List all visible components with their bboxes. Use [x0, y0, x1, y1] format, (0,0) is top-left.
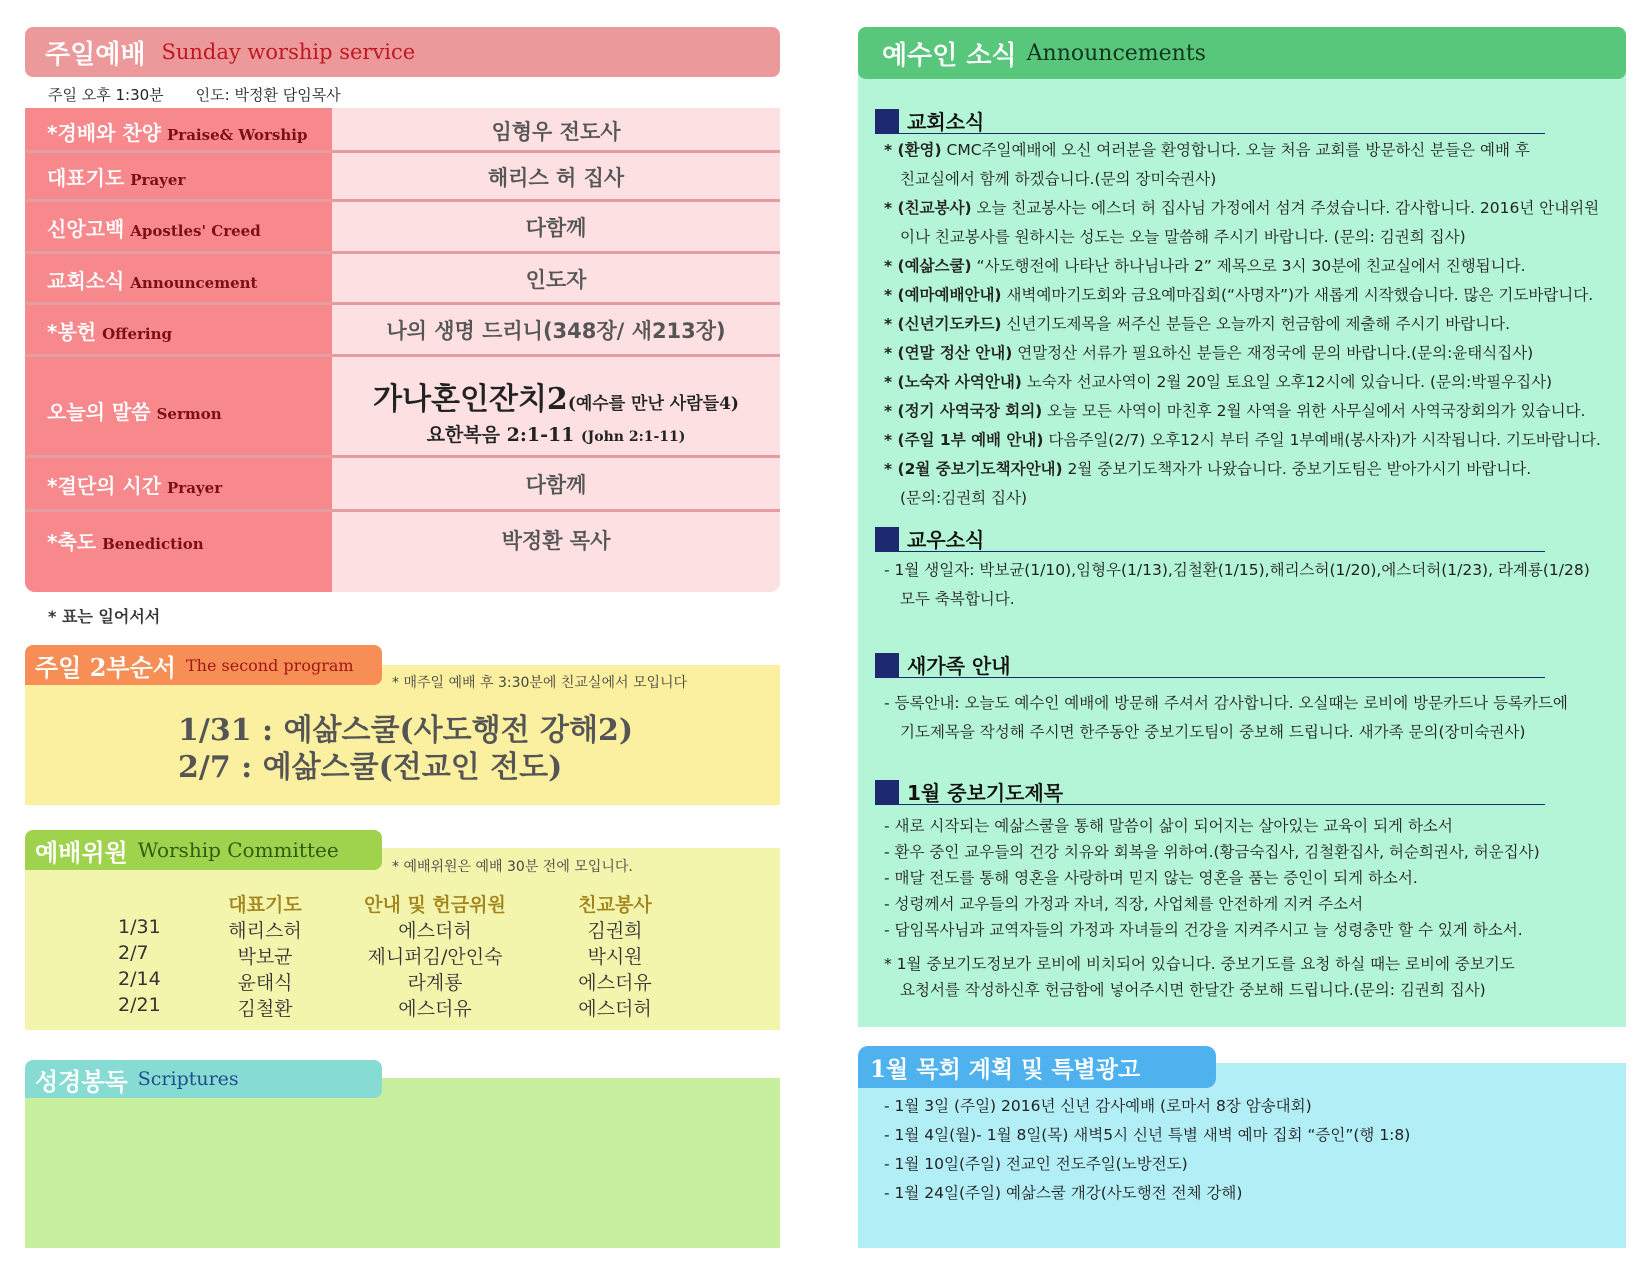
order-label: 오늘의 말씀: [47, 399, 151, 424]
order-value: 인도자: [525, 268, 587, 292]
new-family-body: [884, 689, 1624, 747]
news-text: 오늘 모든 사역이 마친후 2월 사역을 위한 사무실에서 사역국장회의가 있습니다.: [1042, 402, 1586, 420]
second-program-header: [25, 645, 382, 685]
prayer-topics-header: [875, 779, 1545, 805]
news-tag: * (예마예배안내): [884, 286, 1002, 304]
sermon-verse-line: [332, 420, 780, 447]
order-row-sermon: [25, 357, 780, 463]
order-label-en: Announcement: [130, 273, 258, 292]
prayer-topics-list: [884, 813, 1624, 1003]
plan-item: - 1월 4일(월)- 1월 8일(목) 새벽5시 신년 특별 새벽 예마 집회 “증인”(행 1:8): [884, 1126, 1411, 1144]
announcements-header: [858, 27, 1626, 79]
order-row-announcement: [25, 254, 780, 304]
plan-header: [858, 1046, 1216, 1088]
scripture-title-en: Scriptures: [137, 1068, 239, 1090]
order-label-en: Prayer: [130, 171, 186, 189]
news-item: [884, 136, 1624, 165]
news-item: [884, 339, 1624, 368]
committee-title-en: Worship Committee: [137, 838, 339, 862]
order-label: *봉헌: [47, 319, 97, 344]
news-tag: * (연말 정산 안내): [884, 344, 1013, 362]
news-cont: 친교실에서 함께 하겠습니다.(문의 장미숙권사): [900, 170, 1217, 188]
new-family-header: [875, 652, 1545, 678]
news-text: CMC주일예배에 오신 여러분을 환영합니다. 오늘 처음 교회를 방문하신 분들은 예배 후: [941, 141, 1530, 159]
section-square-icon: [875, 527, 899, 551]
order-label: 대표기도: [47, 166, 125, 190]
order-label-en: Apostles' Creed: [130, 221, 261, 240]
new-family-line: 기도제목을 작성해 주시면 한주동안 중보기도팀이 중보해 드립니다. 새가족 문의(장미숙권사): [900, 723, 1526, 741]
section-square-icon: [875, 109, 899, 133]
committee-date: 1/31: [118, 916, 161, 938]
order-row-praise: [25, 108, 780, 154]
order-label-en: Praise& Worship: [167, 125, 308, 144]
second-program-title-en: The second program: [185, 655, 354, 675]
new-family-line: - 등록안내: 오늘도 예수인 예배에 방문해 주셔서 감사합니다. 오실때는 로비에 방문카드나 등록카드에: [884, 694, 1568, 712]
order-row-offering: [25, 305, 780, 355]
news-item: [884, 281, 1624, 310]
prayer-topic-item: - 매달 전도를 통해 영혼을 사랑하며 믿지 않는 영혼을 품는 증인이 되게 하소서.: [884, 869, 1418, 887]
sermon-verse: 요한복음 2:1-11: [426, 423, 575, 446]
news-tag: * (노숙자 사역안내): [884, 373, 1022, 391]
member-news-header: [875, 526, 1545, 552]
news-text: 노숙자 선교사역이 2월 20일 토요일 오후12시에 있습니다. (문의:박필우집사): [1021, 373, 1553, 391]
order-value: 나의 생명 드리니(348장/ 새213장): [386, 319, 726, 343]
committee-usher: 제니퍼김/안인숙: [367, 946, 503, 968]
plan-item: - 1월 24일(주일) 예삶스쿨 개강(사도행전 전체 강해): [884, 1184, 1243, 1202]
committee-fellowship: 김권희: [587, 920, 643, 942]
order-row-decision: [25, 458, 780, 510]
order-row-benediction: [25, 512, 780, 568]
order-label-en: Benediction: [102, 534, 204, 553]
section-square-icon: [875, 653, 899, 677]
news-cont: (문의:김권희 집사): [900, 489, 1028, 507]
news-item: [884, 397, 1624, 426]
order-value: 해리스 허 집사: [487, 165, 625, 190]
committee-fellowship: 박시원: [587, 946, 643, 968]
sermon-block: [332, 374, 780, 447]
worship-title-ko: 주일예배: [45, 39, 146, 70]
order-label: *결단의 시간: [47, 473, 162, 498]
plan-list: [884, 1092, 1624, 1208]
prayer-topic-note: 요청서를 작성하신후 헌금함에 넣어주시면 한달간 중보해 드립니다.(문의: 김권희 집사): [900, 981, 1486, 999]
order-row-creed: [25, 202, 780, 252]
news-text: 2월 중보기도책자가 나왔습니다. 중보기도팀은 받아가시기 바랍니다.: [1062, 460, 1532, 478]
second-program-title-ko: 주일 2부순서: [35, 652, 176, 682]
announcements-title-en: Announcements: [1026, 40, 1206, 66]
order-label: *축도: [47, 529, 97, 554]
second-program-note: * 매주일 예배 후 3:30분에 친교실에서 모입니다: [392, 675, 688, 691]
order-value: 박정환 목사: [501, 529, 611, 553]
committee-date: 2/14: [118, 968, 161, 990]
order-row-prayer: [25, 153, 780, 200]
committee-prayer: 김철환: [237, 998, 293, 1020]
section-square-icon: [875, 780, 899, 804]
news-tag: * (환영): [884, 141, 942, 159]
second-program-line: 1/31 : 예삶스쿨(사도행전 강해2): [178, 713, 634, 748]
worship-time-line: [48, 84, 341, 105]
news-text: 신년기도제목을 써주신 분들은 오늘까지 헌금함에 제출해 주시기 바랍니다.: [1001, 315, 1511, 333]
plan-title: 1월 목회 계획 및 특별광고: [870, 1055, 1141, 1083]
member-news-body: [884, 556, 1624, 614]
news-cont: 이나 친교봉사를 원하시는 성도는 오늘 말씀해 주시기 바랍니다. (문의: 김권희 집사): [900, 228, 1466, 246]
order-value: 다함께: [525, 216, 587, 240]
church-news-list: [884, 136, 1624, 513]
worship-leader: 인도: 박정환 담임목사: [195, 86, 341, 104]
news-item: [884, 194, 1624, 223]
news-tag: * (정기 사역국장 회의): [884, 402, 1043, 420]
news-text: 새벽예마기도회와 금요예마집회(“사명자”)가 새롭게 시작했습니다. 많은 기도바랍니다.: [1001, 286, 1594, 304]
plan-item: - 1월 10일(주일) 전교인 전도주일(노방전도): [884, 1155, 1188, 1173]
news-item: [884, 455, 1624, 484]
news-item: [884, 252, 1624, 281]
order-value: 임형우 전도사: [491, 120, 621, 144]
plan-item: - 1월 3일 (주일) 2016년 신년 감사예배 (로마서 8장 암송대회): [884, 1097, 1312, 1115]
scripture-title-ko: 성경봉독: [35, 1067, 128, 1096]
order-label-en: Offering: [102, 324, 173, 343]
news-item: [884, 368, 1624, 397]
second-program-line: 2/7 : 예삶스쿨(전교인 전도): [178, 750, 563, 785]
news-tag: * (친교봉사): [884, 199, 972, 217]
news-tag: * (신년기도카드): [884, 315, 1002, 333]
order-label: *경배와 찬양: [47, 120, 162, 145]
worship-title-en: Sunday worship service: [161, 40, 416, 64]
worship-order-table: [25, 108, 780, 592]
prayer-topics-title: 1월 중보기도제목: [907, 781, 1064, 805]
prayer-topic-item: - 환우 중인 교우들의 건강 치유와 회복을 위하여.(황금숙집사, 김철환집사, 허순희권사, 허운집사): [884, 843, 1540, 861]
committee-header: [25, 830, 382, 870]
new-family-title: 새가족 안내: [907, 654, 1011, 678]
order-label: 교회소식: [47, 268, 125, 293]
news-text: “사도행전에 나타난 하나님나라 2” 제목으로 3시 30분에 친교실에서 진행됩니다.: [971, 257, 1526, 275]
sermon-title-line: [332, 374, 780, 418]
committee-usher: 에스더허: [398, 920, 472, 942]
worship-header: [25, 27, 780, 77]
committee-date: 2/21: [118, 994, 161, 1016]
order-label-en: Sermon: [156, 404, 222, 423]
committee-date: 2/7: [118, 942, 149, 964]
worship-time: 주일 오후 1:30분: [48, 86, 164, 104]
scripture-box: [25, 1078, 780, 1248]
committee-header-fellowship: 친교봉사: [578, 894, 652, 916]
sermon-verse-en: (John 2:1-11): [581, 428, 686, 445]
scripture-header: [25, 1060, 382, 1098]
committee-prayer: 해리스허: [228, 920, 302, 942]
member-news-title: 교우소식: [907, 528, 985, 552]
announcements-title-ko: 예수인 소식: [882, 40, 1017, 71]
committee-prayer: 박보균: [237, 946, 293, 968]
order-label: 신앙고백: [47, 216, 125, 241]
news-text: 다음주일(2/7) 오후12시 부터 주일 1부예배(봉사자)가 시작됩니다. 기도바랍니다.: [1043, 431, 1601, 449]
prayer-topic-item: - 담임목사님과 교역자들의 가정과 자녀들의 건강을 지켜주시고 늘 성령충만 할 수 있게 하소서.: [884, 921, 1523, 939]
church-news-header: [875, 108, 1545, 134]
committee-fellowship: 에스더유: [578, 972, 652, 994]
prayer-topic-item: - 성령께서 교우들의 가정과 자녀, 직장, 사업체를 안전하게 지켜 주소서: [884, 895, 1364, 913]
committee-usher: 라계룡: [407, 972, 463, 994]
committee-usher: 에스더유: [398, 998, 472, 1020]
standing-note: * 표는 일어서서: [48, 607, 161, 626]
news-tag: * (주일 1부 예배 안내): [884, 431, 1044, 449]
committee-header-usher: 안내 및 헌금위원: [364, 894, 506, 916]
committee-title-ko: 예배위원: [35, 838, 128, 867]
news-text: 오늘 친교봉사는 에스더 허 집사님 가정에서 섬겨 주셨습니다. 감사합니다. 2016년 안내위원: [971, 199, 1600, 217]
committee-prayer: 윤태식: [237, 972, 293, 994]
order-value: 다함께: [525, 473, 587, 497]
member-news-line: 모두 축복합니다.: [900, 590, 1015, 608]
sermon-subtitle: (예수를 만난 사람들4): [567, 393, 739, 414]
prayer-topic-item: - 새로 시작되는 예삶스쿨을 통해 말씀이 삶이 되어지는 살아있는 교육이 되게 하소서: [884, 817, 1453, 835]
sermon-title: 가나혼인잔치2: [373, 381, 568, 417]
committee-header-prayer: 대표기도: [228, 894, 302, 916]
member-news-line: - 1월 생일자: 박보균(1/10),임형우(1/13),김철환(1/15),해리스허(1/20),에스더허(1/23), 라계룡(1/28): [884, 561, 1590, 579]
news-item: [884, 310, 1624, 339]
news-tag: * (예삶스쿨): [884, 257, 972, 275]
prayer-topic-note: * 1월 중보기도정보가 로비에 비치되어 있습니다. 중보기도를 요청 하실 때는 로비에 중보기도: [884, 955, 1515, 973]
news-item: [884, 426, 1624, 455]
church-news-title: 교회소식: [907, 110, 985, 134]
news-tag: * (2월 중보기도책자안내): [884, 460, 1063, 478]
news-text: 연말정산 서류가 필요하신 분들은 재정국에 문의 바랍니다.(문의:윤태식집사): [1012, 344, 1534, 362]
committee-note: * 예배위원은 예배 30분 전에 모입니다.: [392, 859, 633, 875]
committee-fellowship: 에스더허: [578, 998, 652, 1020]
order-label-en: Prayer: [167, 478, 223, 497]
